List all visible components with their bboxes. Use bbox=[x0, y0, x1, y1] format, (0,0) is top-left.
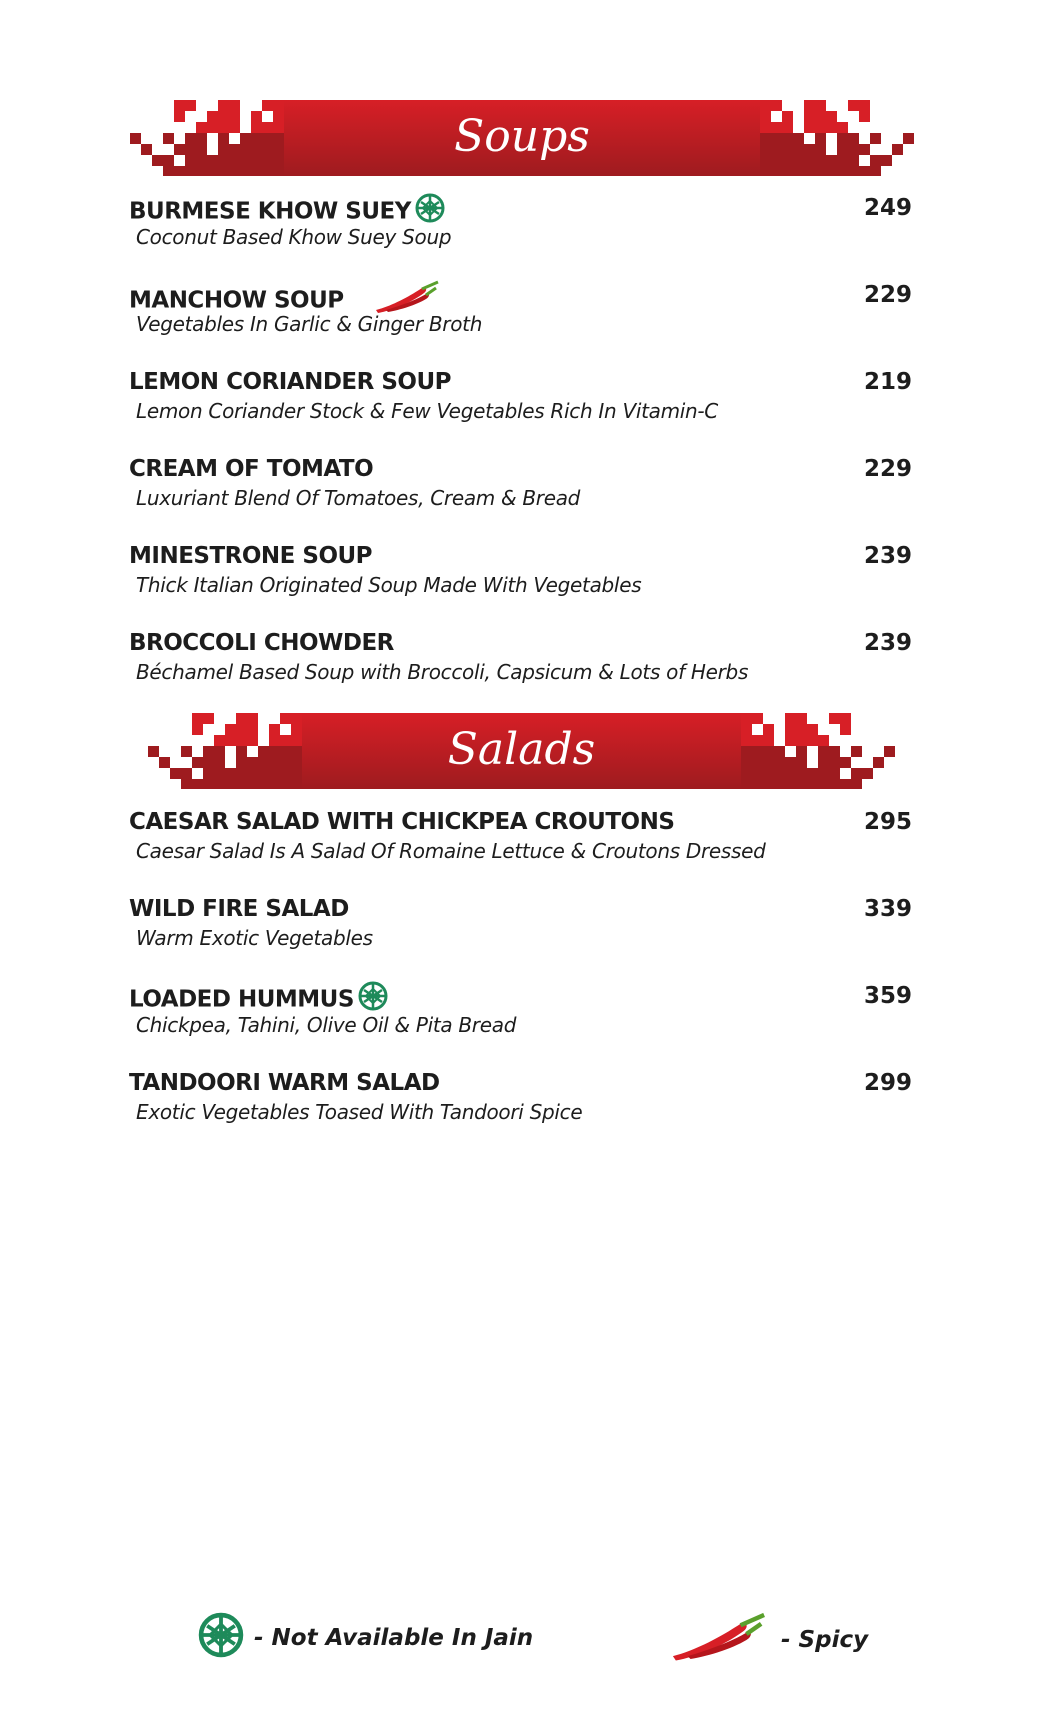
item-price: 219 bbox=[863, 369, 912, 395]
menu-item bbox=[129, 193, 912, 263]
item-price: 239 bbox=[863, 543, 912, 569]
item-name-text: MINESTRONE SOUP bbox=[129, 543, 373, 569]
item-name-text: BROCCOLI CHOWDER bbox=[129, 630, 394, 656]
legend-label: - Spicy bbox=[781, 1627, 869, 1653]
item-name-text: LEMON CORIANDER SOUP bbox=[129, 369, 451, 395]
item-name-text: CREAM OF TOMATO bbox=[129, 456, 374, 482]
item-price: 229 bbox=[863, 456, 912, 482]
menu-item bbox=[129, 628, 912, 698]
menu-item bbox=[129, 280, 912, 350]
item-description: Luxuriant Blend Of Tomatoes, Cream & Bread bbox=[136, 486, 581, 510]
item-price: 299 bbox=[863, 1070, 912, 1096]
item-name-text: MANCHOW SOUP bbox=[129, 287, 344, 314]
menu-item bbox=[129, 807, 912, 877]
item-name-text: BURMESE KHOW SUEY bbox=[129, 198, 411, 225]
item-description: Exotic Vegetables Toased With Tandoori Spice bbox=[136, 1100, 583, 1124]
item-description: Lemon Coriander Stock & Few Vegetables Rich In Vitamin-C bbox=[136, 399, 718, 423]
item-price: 339 bbox=[863, 896, 912, 922]
section-banner-soups bbox=[106, 100, 938, 176]
item-description: Vegetables In Garlic & Ginger Broth bbox=[136, 312, 483, 336]
item-name bbox=[129, 894, 349, 924]
item-name bbox=[129, 628, 394, 658]
item-name-text: LOADED HUMMUS bbox=[129, 986, 354, 1013]
item-name bbox=[129, 1068, 440, 1098]
item-name bbox=[129, 454, 373, 484]
item-description: Caesar Salad Is A Salad Of Romaine Lettuce & Croutons Dressed bbox=[136, 839, 766, 863]
menu-item bbox=[129, 541, 912, 611]
item-name-text: CAESAR SALAD WITH CHICKPEA CROUTONS bbox=[129, 809, 675, 835]
not-jain-icon bbox=[198, 1612, 244, 1664]
legend-spicy bbox=[662, 1612, 868, 1668]
item-name-text: TANDOORI WARM SALAD bbox=[129, 1070, 440, 1096]
menu-item bbox=[129, 981, 912, 1051]
item-name bbox=[129, 367, 451, 397]
item-description: Warm Exotic Vegetables bbox=[136, 926, 373, 950]
section-title: Soups bbox=[454, 111, 590, 162]
item-description: Coconut Based Khow Suey Soup bbox=[136, 225, 452, 249]
section-title: Salads bbox=[447, 724, 596, 775]
item-price: 229 bbox=[863, 282, 912, 308]
menu-item bbox=[129, 894, 912, 964]
chili-icon bbox=[666, 1612, 771, 1668]
menu-item bbox=[129, 1068, 912, 1138]
item-price: 239 bbox=[863, 630, 912, 656]
item-name-text: WILD FIRE SALAD bbox=[129, 896, 349, 922]
legend-label: - Not Available In Jain bbox=[254, 1625, 534, 1651]
item-name bbox=[129, 541, 372, 571]
item-description: Béchamel Based Soup with Broccoli, Capsicum & Lots of Herbs bbox=[136, 660, 749, 684]
item-price: 249 bbox=[863, 195, 912, 221]
item-price: 359 bbox=[863, 983, 912, 1009]
menu-item bbox=[129, 367, 912, 437]
legend-not-jain bbox=[194, 1612, 533, 1664]
item-price: 295 bbox=[863, 809, 912, 835]
item-description: Chickpea, Tahini, Olive Oil & Pita Bread bbox=[136, 1013, 517, 1037]
section-banner-salads bbox=[124, 713, 919, 789]
menu-item bbox=[129, 454, 912, 524]
item-name bbox=[129, 807, 674, 837]
item-description: Thick Italian Originated Soup Made With Vegetables bbox=[136, 573, 642, 597]
